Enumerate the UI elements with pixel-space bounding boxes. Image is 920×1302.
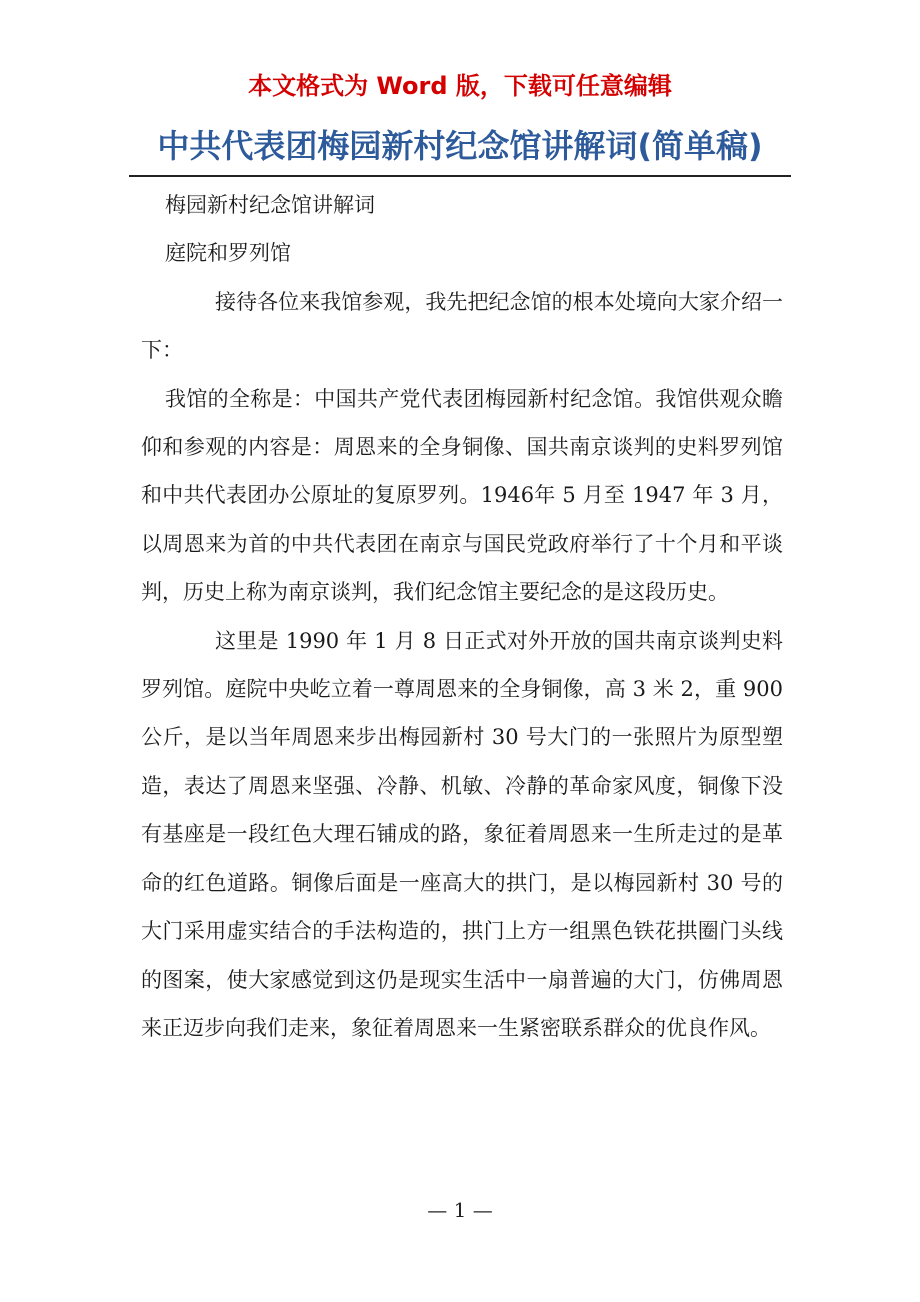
document-body (141, 181, 783, 1052)
document-title: 中共代表团梅园新村纪念馆讲解词(简单稿) (157, 127, 763, 165)
title-divider (129, 175, 791, 177)
document-subtitle: 梅园新村纪念馆讲解词 (165, 193, 375, 217)
section-heading: 庭院和罗列馆 (165, 241, 291, 266)
page-number: — 1 — (427, 1198, 493, 1222)
paragraph-courtyard-statue: 这里是 1990 年 1 月 8 日正式对外开放的国共南京谈判史料罗列馆。庭院中央屹立着一尊周恩来的全身铜像，高 3 米 2，重 900 公斤，是以当年周恩来步出梅园新村 30 号大门的一张照片为原型塑造，表达了周恩来坚强、冷静、机敏、冷静的革命家风度，铜像下没有基座是一段红色大理石铺成的路，象征着周恩来一生所走过的是革命的红色道路。铜像后面是一座高大的拱门，是以梅园新村 30 号的大门采用虚实结合的手法构造的，拱门上方一组黑色铁花拱圈门头线的图案，使大家感觉到这仍是现实生活中一扇普遍的大门，仿佛周恩来正迈步向我们走来，象征着周恩来一生紧密联系群众的优良作风。 (141, 628, 783, 1040)
download-notice: 本文格式为 Word 版，下载可任意编辑 (248, 72, 672, 100)
paragraph-museum-overview: 我馆的全称是：中国共产党代表团梅园新村纪念馆。我馆供观众瞻仰和参观的内容是：周恩来的全身铜像、国共南京谈判的史料罗列馆和中共代表团办公原址的复原罗列。1946年 5 月至 1947 年 3 月，以周恩来为首的中共代表团在南京与国民党政府举行了十个月和平谈判，历史上称为南京谈判，我们纪念馆主要纪念的是这段历史。 (141, 386, 783, 605)
paragraph-intro: 接待各位来我馆参观，我先把纪念馆的根本处境向大家介绍一下： (141, 289, 783, 363)
